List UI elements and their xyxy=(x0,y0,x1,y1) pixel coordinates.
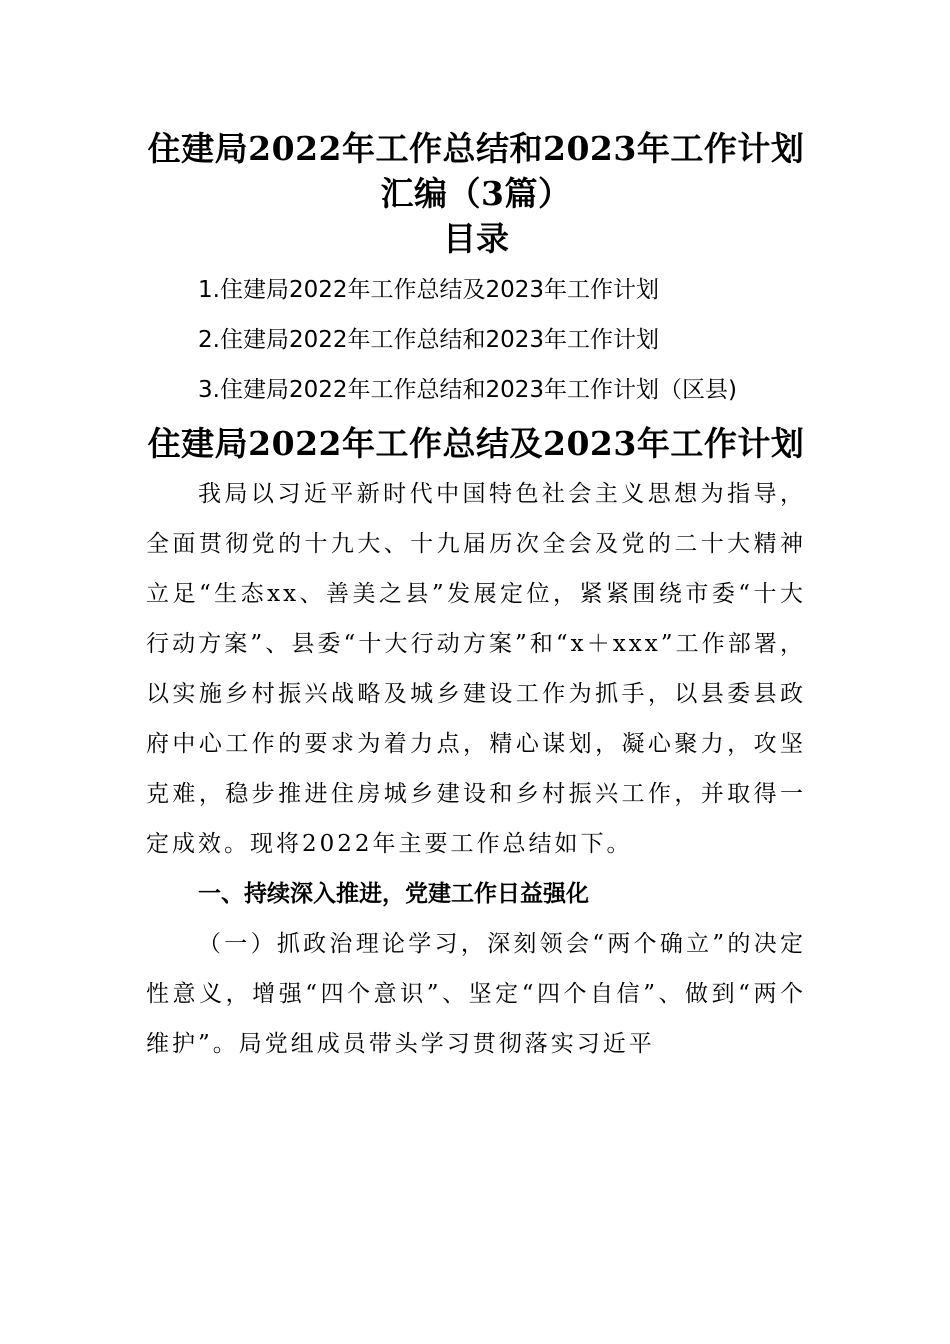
document-title-line-2: 汇编（3篇） xyxy=(380,174,572,213)
document-title-line-1: 住建局2022年工作总结和2023年工作计划 xyxy=(147,129,805,168)
toc-heading: 目录 xyxy=(443,219,509,258)
toc-item-3[interactable]: 3.住建局2022年工作总结和2023年工作计划（区县) xyxy=(198,377,737,403)
document-title xyxy=(146,126,806,216)
section-1-heading: 一、持续深入推进，党建工作日益强化 xyxy=(198,881,589,907)
article-title: 住建局2022年工作总结及2023年工作计划 xyxy=(147,424,805,463)
document-page xyxy=(146,126,806,1069)
section-1-paragraph: （一）抓政治理论学习，深刻领会“两个确立”的决定性意义，增强“四个意识”、坚定“四个自信”、做到“两个维护”。局党组成员带头学习贯彻落实习近平 xyxy=(146,931,806,1057)
intro-paragraph: 我局以习近平新时代中国特色社会主义思想为指导，全面贯彻党的十九大、十九届历次全会及党的二十大精神立足“生态xx、善美之县”发展定位，紧紧围绕市委“十大行动方案”、县委“十大行动方案”和“x＋xxx”工作部署，以实施乡村振兴战略及城乡建设工作为抓手，以县委县政府中心工作的要求为着力点，精心谋划，凝心聚力，攻坚克难，稳步推进住房城乡建设和乡村振兴工作，并取得一定成效。现将2022年主要工作总结如下。 xyxy=(146,481,806,857)
toc-item-2[interactable]: 2.住建局2022年工作总结和2023年工作计划 xyxy=(198,327,660,353)
toc-item-1[interactable]: 1.住建局2022年工作总结及2023年工作计划 xyxy=(198,277,660,303)
table-of-contents xyxy=(146,265,806,415)
